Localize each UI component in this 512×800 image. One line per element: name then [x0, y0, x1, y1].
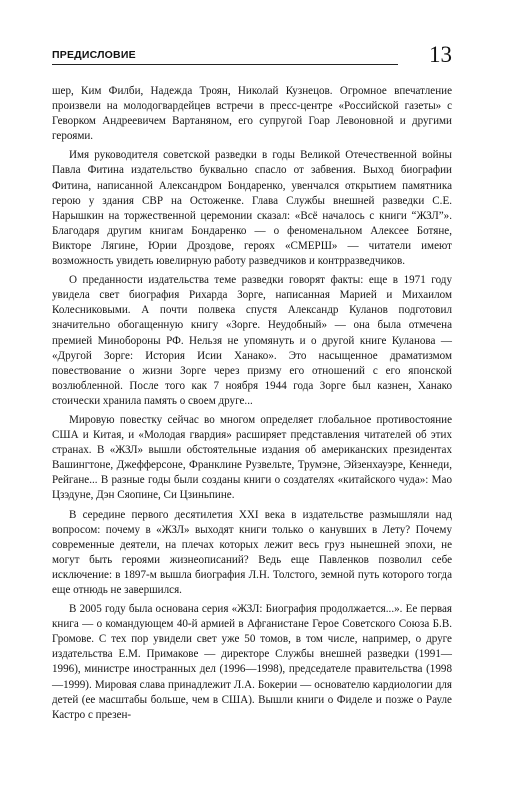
paragraph: В 2005 году была основана серия «ЖЗЛ: Биография продолжается...». Ее первая книга — о командующем 40-й армией в Афганистане Герое Советского Союза Б.В. Громове. С тех пор увидели свет уже 50 томов, в том числе, например, о друге издательства Е.М. Примакове — директоре Службы внешней разведки (1991—1996), министре иностранных дел (1996—1998), председателе правительства (1998—1999). Мировая слава принадлежит Л.А. Бокерии — основателю кардиологии для детей (ее масштабы больше, чем в США). Вышли книги о Фиделе и позже о Рауле Кастро с презен-	[52, 603, 452, 721]
paragraph: Имя руководителя советской разведки в годы Великой Отечественной войны Павла Фитина издательство буквально спасло от забвения. Выход биографии Фитина, написанной Александром Бондаренко, увенчался открытием памятника герою у здания СВР на Остоженке. Глава Службы внешней разведки С.Е. Нарышкин на торжественной церемонии сказал: «Всё началось с книги “ЖЗЛ”». Благодаря другим книгам Бондаренко — о феноменальном Алексее Ботяне, Викторе Лягине, Юрии Дроздове, героях «СМЕРШ» — читатели имеют возможность увидеть ювелирную работу разведчиков и контрразведчиков.	[52, 149, 452, 268]
section-title: ПРЕДИСЛОВИЕ	[52, 49, 136, 61]
paragraph: шер, Ким Филби, Надежда Троян, Николай Кузнецов. Огромное впечатление произвели на молодогвардейцев встречи в пресс-центре «Российской газеты» с Геворком Андреевичем Вартаняном, его супругой Гоар Левоновной и другими героями.	[52, 85, 452, 143]
page-number: 13	[429, 42, 452, 67]
paragraph: О преданности издательства теме разведки говорят факты: еще в 1971 году увидела свет биография Рихарда Зорге, написанная Марией и Михаилом Колесниковыми. А почти полвека спустя Александр Куланов подготовил значительно обогащенную книгу «Зорге. Неудобный» — она была отмечена премией Минобороны РФ. Нельзя не упомянуть и о другой книге Куланова — «Другой Зорге: История Исии Ханако». Это насыщенное драматизмом повествование о жизни Зорге через призму его отношений с его японской возлюбленной. После того как 7 ноября 1944 года Зорге был казнен, Ханако стоически хранила память о своем друге...	[52, 274, 452, 407]
paragraph: Мировую повестку сейчас во многом определяет глобальное противостояние США и Китая, и «Молодая гвардия» расширяет представления читателей об этих странах. В «ЖЗЛ» вышли обстоятельные издания об американских президентах Вашингтоне, Джефферсоне, Франклине Рузвельте, Трумэне, Эйзенхауэре, Кеннеди, Рейгане... В разные годы были созданы книги о создателях «китайского чуда»: Мао Цзэдуне, Дэн Сяопине, Си Цзиньпине.	[52, 413, 452, 502]
header-rule	[52, 64, 398, 65]
paragraph: В середине первого десятилетия XXI века в издательстве размышляли над вопросом: почему в «ЖЗЛ» выходят книги только о канувших в Лету? Почему современные деятели, на плечах которых лежит весь груз нынешней эпохи, не могут быть героями жизнеописаний? Ведь еще Павленков позволил себе исключение: в 1897-м вышла биография Л.Н. Толстого, земной путь которого тогда еще отнюдь не завершился.	[52, 508, 452, 596]
body-text	[52, 84, 452, 727]
running-header	[52, 44, 452, 74]
